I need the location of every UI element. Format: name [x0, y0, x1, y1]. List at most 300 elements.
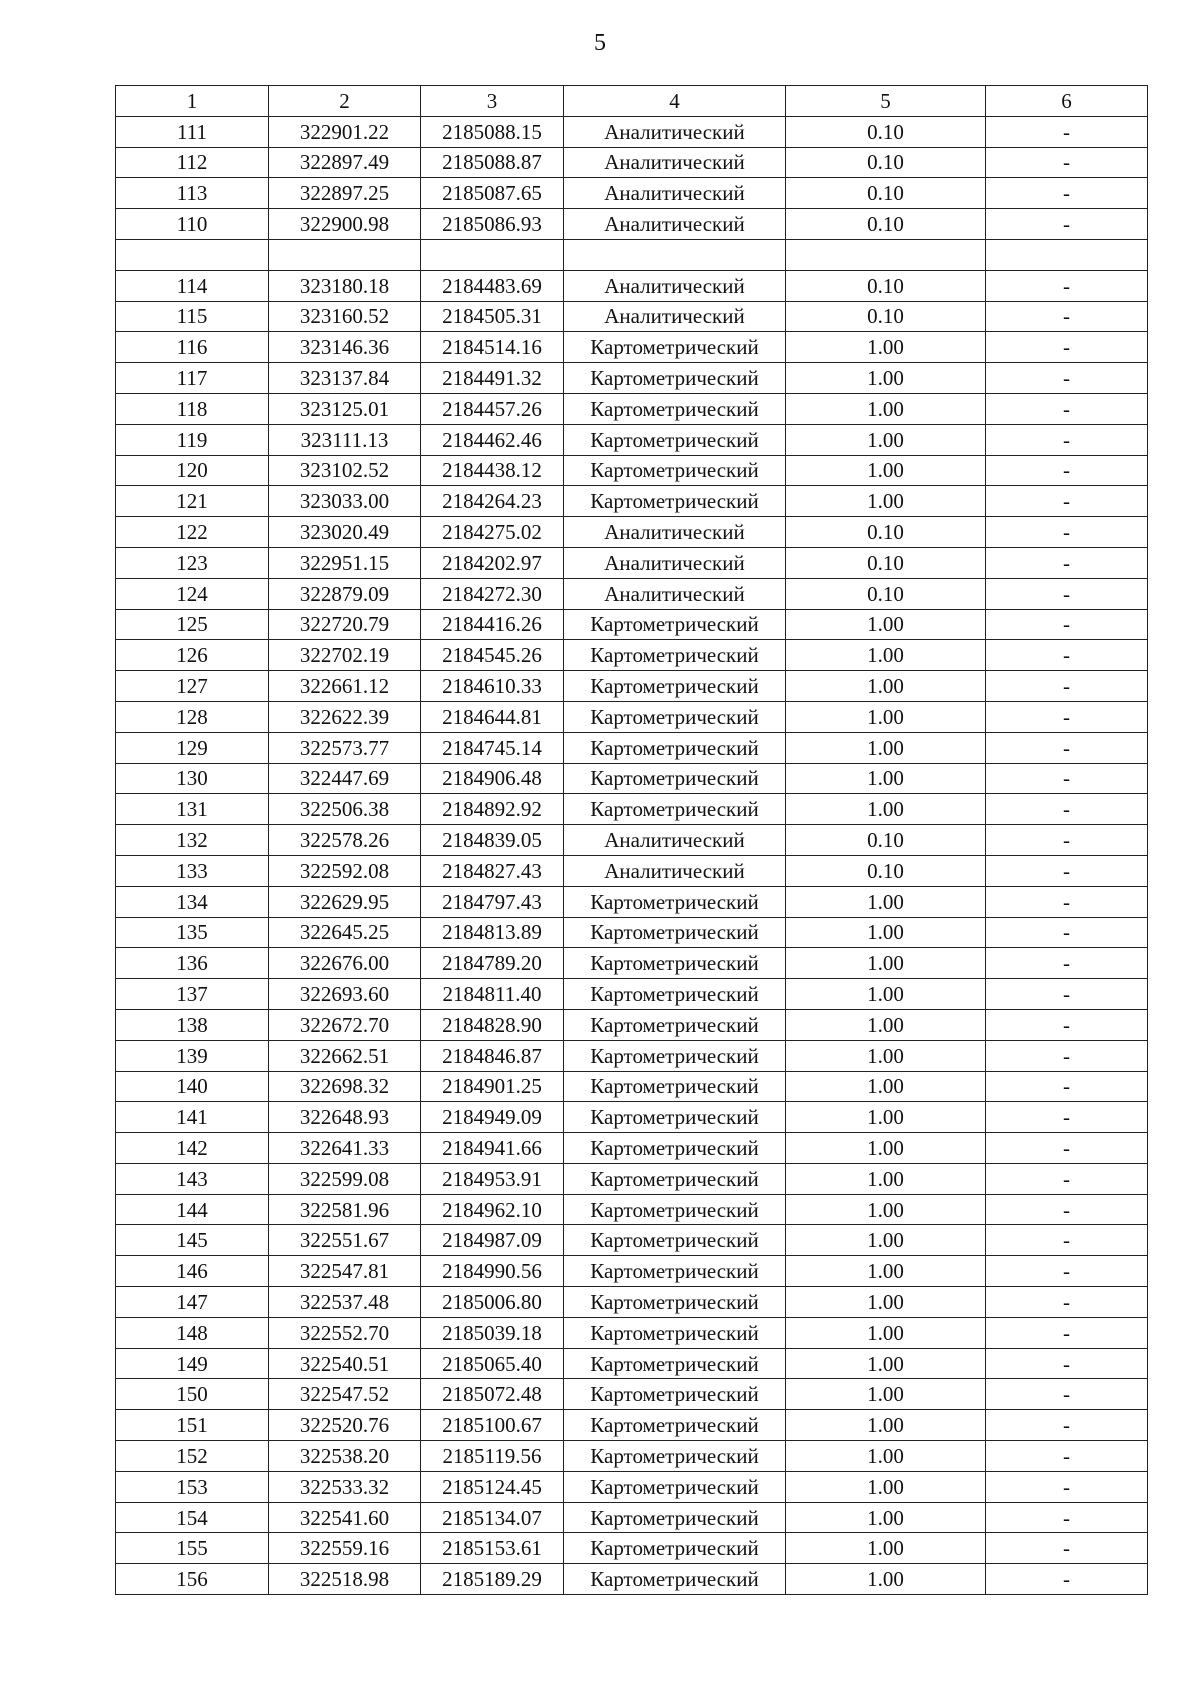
table-row [116, 1256, 1148, 1287]
x-coordinate-cell: 323020.49 [269, 517, 421, 548]
point-number-cell: 125 [116, 609, 269, 640]
accuracy-cell: 1.00 [786, 393, 986, 424]
note-cell: - [986, 1471, 1148, 1502]
note-cell: - [986, 948, 1148, 979]
method-cell: Картометрический [564, 424, 786, 455]
x-coordinate-cell: 322547.81 [269, 1256, 421, 1287]
x-coordinate-cell: 322533.32 [269, 1471, 421, 1502]
note-cell: - [986, 886, 1148, 917]
point-number-cell: 151 [116, 1410, 269, 1441]
accuracy-cell: 1.00 [786, 1102, 986, 1133]
x-coordinate-cell: 322897.49 [269, 147, 421, 178]
y-coordinate-cell: 2184545.26 [421, 640, 564, 671]
x-coordinate-cell: 322676.00 [269, 948, 421, 979]
note-cell: - [986, 825, 1148, 856]
y-coordinate-cell: 2184416.26 [421, 609, 564, 640]
method-cell: Картометрический [564, 1410, 786, 1441]
method-cell: Аналитический [564, 178, 786, 209]
table-row [116, 1379, 1148, 1410]
note-cell: - [986, 1133, 1148, 1164]
table-row [116, 1502, 1148, 1533]
note-cell: - [986, 1040, 1148, 1071]
method-cell: Картометрический [564, 1225, 786, 1256]
method-cell: Аналитический [564, 270, 786, 301]
x-coordinate-cell: 322629.95 [269, 886, 421, 917]
y-coordinate-cell: 2184828.90 [421, 1009, 564, 1040]
y-coordinate-cell [421, 239, 564, 270]
x-coordinate-cell: 322897.25 [269, 178, 421, 209]
y-coordinate-cell: 2184514.16 [421, 332, 564, 363]
x-coordinate-cell: 323102.52 [269, 455, 421, 486]
x-coordinate-cell: 322520.76 [269, 1410, 421, 1441]
method-cell: Картометрический [564, 1102, 786, 1133]
method-cell: Аналитический [564, 825, 786, 856]
point-number-cell: 154 [116, 1502, 269, 1533]
x-coordinate-cell: 322518.98 [269, 1564, 421, 1595]
table-row [116, 671, 1148, 702]
point-number-cell: 139 [116, 1040, 269, 1071]
accuracy-cell: 1.00 [786, 1040, 986, 1071]
point-number-cell: 123 [116, 547, 269, 578]
note-cell: - [986, 116, 1148, 147]
table-row [116, 424, 1148, 455]
accuracy-cell: 0.10 [786, 147, 986, 178]
x-coordinate-cell: 322900.98 [269, 209, 421, 240]
note-cell: - [986, 1379, 1148, 1410]
y-coordinate-cell: 2185006.80 [421, 1287, 564, 1318]
point-number-cell: 156 [116, 1564, 269, 1595]
y-coordinate-cell: 2185086.93 [421, 209, 564, 240]
y-coordinate-cell: 2184644.81 [421, 701, 564, 732]
point-number-cell: 153 [116, 1471, 269, 1502]
column-header-5: 5 [786, 86, 986, 117]
y-coordinate-cell: 2184438.12 [421, 455, 564, 486]
x-coordinate-cell: 322622.39 [269, 701, 421, 732]
point-number-cell: 152 [116, 1441, 269, 1472]
table-row [116, 763, 1148, 794]
x-coordinate-cell: 323160.52 [269, 301, 421, 332]
method-cell: Картометрический [564, 486, 786, 517]
accuracy-cell: 1.00 [786, 1410, 986, 1441]
y-coordinate-cell: 2185087.65 [421, 178, 564, 209]
note-cell: - [986, 1287, 1148, 1318]
accuracy-cell: 1.00 [786, 732, 986, 763]
accuracy-cell: 1.00 [786, 363, 986, 394]
method-cell: Аналитический [564, 517, 786, 548]
method-cell: Аналитический [564, 855, 786, 886]
y-coordinate-cell: 2184483.69 [421, 270, 564, 301]
method-cell: Картометрический [564, 1379, 786, 1410]
y-coordinate-cell: 2184990.56 [421, 1256, 564, 1287]
note-cell: - [986, 732, 1148, 763]
accuracy-cell: 1.00 [786, 332, 986, 363]
x-coordinate-cell: 322573.77 [269, 732, 421, 763]
note-cell: - [986, 424, 1148, 455]
point-number-cell: 124 [116, 578, 269, 609]
point-number-cell: 118 [116, 393, 269, 424]
y-coordinate-cell: 2184797.43 [421, 886, 564, 917]
table-row [116, 1102, 1148, 1133]
method-cell: Картометрический [564, 917, 786, 948]
table-row [116, 332, 1148, 363]
method-cell: Картометрический [564, 671, 786, 702]
note-cell: - [986, 979, 1148, 1010]
note-cell: - [986, 1071, 1148, 1102]
x-coordinate-cell: 322578.26 [269, 825, 421, 856]
note-cell: - [986, 1502, 1148, 1533]
point-number-cell: 130 [116, 763, 269, 794]
accuracy-cell: 1.00 [786, 948, 986, 979]
y-coordinate-cell: 2185134.07 [421, 1502, 564, 1533]
note-cell: - [986, 1009, 1148, 1040]
table-row [116, 578, 1148, 609]
method-cell [564, 239, 786, 270]
accuracy-cell: 0.10 [786, 209, 986, 240]
accuracy-cell: 1.00 [786, 1071, 986, 1102]
point-number-cell: 112 [116, 147, 269, 178]
table-row [116, 1317, 1148, 1348]
y-coordinate-cell: 2184962.10 [421, 1194, 564, 1225]
accuracy-cell: 1.00 [786, 1225, 986, 1256]
y-coordinate-cell: 2185100.67 [421, 1410, 564, 1441]
x-coordinate-cell: 323137.84 [269, 363, 421, 394]
y-coordinate-cell: 2184941.66 [421, 1133, 564, 1164]
table-row [116, 239, 1148, 270]
note-cell: - [986, 1317, 1148, 1348]
table-row [116, 1564, 1148, 1595]
point-number-cell: 149 [116, 1348, 269, 1379]
y-coordinate-cell: 2184462.46 [421, 424, 564, 455]
y-coordinate-cell: 2184264.23 [421, 486, 564, 517]
method-cell: Аналитический [564, 547, 786, 578]
x-coordinate-cell: 322537.48 [269, 1287, 421, 1318]
table-row [116, 116, 1148, 147]
x-coordinate-cell: 323033.00 [269, 486, 421, 517]
accuracy-cell: 1.00 [786, 1317, 986, 1348]
header-row [116, 86, 1148, 117]
table-row [116, 886, 1148, 917]
note-cell: - [986, 609, 1148, 640]
point-number-cell: 116 [116, 332, 269, 363]
method-cell: Картометрический [564, 455, 786, 486]
method-cell: Картометрический [564, 763, 786, 794]
note-cell: - [986, 1564, 1148, 1595]
accuracy-cell: 1.00 [786, 1441, 986, 1472]
note-cell: - [986, 1163, 1148, 1194]
x-coordinate-cell: 322693.60 [269, 979, 421, 1010]
note-cell: - [986, 578, 1148, 609]
table-row [116, 1194, 1148, 1225]
x-coordinate-cell: 323125.01 [269, 393, 421, 424]
x-coordinate-cell: 322951.15 [269, 547, 421, 578]
point-number-cell: 146 [116, 1256, 269, 1287]
x-coordinate-cell: 322599.08 [269, 1163, 421, 1194]
method-cell: Картометрический [564, 1441, 786, 1472]
point-number-cell: 135 [116, 917, 269, 948]
note-cell: - [986, 671, 1148, 702]
note-cell: - [986, 855, 1148, 886]
method-cell: Картометрический [564, 1287, 786, 1318]
method-cell: Картометрический [564, 1317, 786, 1348]
point-number-cell: 127 [116, 671, 269, 702]
y-coordinate-cell: 2185189.29 [421, 1564, 564, 1595]
note-cell: - [986, 1225, 1148, 1256]
method-cell: Картометрический [564, 363, 786, 394]
method-cell: Аналитический [564, 147, 786, 178]
accuracy-cell: 1.00 [786, 1133, 986, 1164]
y-coordinate-cell: 2184505.31 [421, 301, 564, 332]
x-coordinate-cell: 322447.69 [269, 763, 421, 794]
x-coordinate-cell: 322672.70 [269, 1009, 421, 1040]
x-coordinate-cell: 322698.32 [269, 1071, 421, 1102]
x-coordinate-cell: 322901.22 [269, 116, 421, 147]
method-cell: Картометрический [564, 1471, 786, 1502]
y-coordinate-cell: 2184811.40 [421, 979, 564, 1010]
accuracy-cell: 1.00 [786, 886, 986, 917]
method-cell: Картометрический [564, 1040, 786, 1071]
y-coordinate-cell: 2184275.02 [421, 517, 564, 548]
x-coordinate-cell: 322720.79 [269, 609, 421, 640]
accuracy-cell: 1.00 [786, 1009, 986, 1040]
point-number-cell: 150 [116, 1379, 269, 1410]
table-row [116, 701, 1148, 732]
point-number-cell: 155 [116, 1533, 269, 1564]
table-row [116, 1009, 1148, 1040]
accuracy-cell: 1.00 [786, 671, 986, 702]
note-cell: - [986, 486, 1148, 517]
method-cell: Картометрический [564, 1133, 786, 1164]
method-cell: Картометрический [564, 1502, 786, 1533]
point-number-cell: 143 [116, 1163, 269, 1194]
y-coordinate-cell: 2184846.87 [421, 1040, 564, 1071]
x-coordinate-cell: 322506.38 [269, 794, 421, 825]
table-row [116, 209, 1148, 240]
table-row [116, 640, 1148, 671]
accuracy-cell: 0.10 [786, 825, 986, 856]
x-coordinate-cell: 322702.19 [269, 640, 421, 671]
point-number-cell: 144 [116, 1194, 269, 1225]
accuracy-cell: 1.00 [786, 1502, 986, 1533]
method-cell: Аналитический [564, 301, 786, 332]
y-coordinate-cell: 2185153.61 [421, 1533, 564, 1564]
y-coordinate-cell: 2184789.20 [421, 948, 564, 979]
accuracy-cell: 1.00 [786, 424, 986, 455]
table-row [116, 1040, 1148, 1071]
note-cell: - [986, 1441, 1148, 1472]
method-cell: Картометрический [564, 393, 786, 424]
table-row [116, 1410, 1148, 1441]
method-cell: Картометрический [564, 332, 786, 363]
y-coordinate-cell: 2184491.32 [421, 363, 564, 394]
y-coordinate-cell: 2184839.05 [421, 825, 564, 856]
method-cell: Картометрический [564, 794, 786, 825]
x-coordinate-cell: 323180.18 [269, 270, 421, 301]
note-cell: - [986, 147, 1148, 178]
note-cell: - [986, 640, 1148, 671]
accuracy-cell: 0.10 [786, 270, 986, 301]
y-coordinate-cell: 2184827.43 [421, 855, 564, 886]
note-cell: - [986, 270, 1148, 301]
x-coordinate-cell: 322645.25 [269, 917, 421, 948]
table-row [116, 1071, 1148, 1102]
table-row [116, 1163, 1148, 1194]
method-cell: Аналитический [564, 116, 786, 147]
point-number-cell: 131 [116, 794, 269, 825]
accuracy-cell: 0.10 [786, 517, 986, 548]
x-coordinate-cell: 323111.13 [269, 424, 421, 455]
accuracy-cell: 1.00 [786, 486, 986, 517]
method-cell: Картометрический [564, 1256, 786, 1287]
accuracy-cell: 1.00 [786, 1533, 986, 1564]
note-cell: - [986, 547, 1148, 578]
accuracy-cell: 0.10 [786, 178, 986, 209]
table-row [116, 301, 1148, 332]
point-number-cell: 140 [116, 1071, 269, 1102]
accuracy-cell: 1.00 [786, 1194, 986, 1225]
note-cell: - [986, 455, 1148, 486]
point-number-cell: 126 [116, 640, 269, 671]
table-row [116, 1225, 1148, 1256]
method-cell: Аналитический [564, 209, 786, 240]
table-row [116, 1348, 1148, 1379]
point-number-cell: 137 [116, 979, 269, 1010]
note-cell: - [986, 917, 1148, 948]
x-coordinate-cell: 322662.51 [269, 1040, 421, 1071]
point-number-cell: 145 [116, 1225, 269, 1256]
point-number-cell [116, 239, 269, 270]
y-coordinate-cell: 2184457.26 [421, 393, 564, 424]
accuracy-cell: 1.00 [786, 701, 986, 732]
table-row [116, 1287, 1148, 1318]
point-number-cell: 121 [116, 486, 269, 517]
method-cell: Картометрический [564, 1071, 786, 1102]
y-coordinate-cell: 2184906.48 [421, 763, 564, 794]
y-coordinate-cell: 2184987.09 [421, 1225, 564, 1256]
accuracy-cell: 0.10 [786, 547, 986, 578]
y-coordinate-cell: 2185119.56 [421, 1441, 564, 1472]
note-cell: - [986, 209, 1148, 240]
method-cell: Картометрический [564, 609, 786, 640]
table-row [116, 486, 1148, 517]
table-row [116, 979, 1148, 1010]
note-cell: - [986, 332, 1148, 363]
accuracy-cell: 1.00 [786, 763, 986, 794]
accuracy-cell: 1.00 [786, 640, 986, 671]
method-cell: Картометрический [564, 948, 786, 979]
method-cell: Картометрический [564, 1348, 786, 1379]
column-header-6: 6 [986, 86, 1148, 117]
accuracy-cell: 1.00 [786, 1348, 986, 1379]
note-cell: - [986, 301, 1148, 332]
point-number-cell: 114 [116, 270, 269, 301]
note-cell: - [986, 701, 1148, 732]
y-coordinate-cell: 2184953.91 [421, 1163, 564, 1194]
point-number-cell: 115 [116, 301, 269, 332]
accuracy-cell: 0.10 [786, 578, 986, 609]
x-coordinate-cell: 322538.20 [269, 1441, 421, 1472]
method-cell: Картометрический [564, 1564, 786, 1595]
point-number-cell: 134 [116, 886, 269, 917]
column-header-3: 3 [421, 86, 564, 117]
x-coordinate-cell: 322540.51 [269, 1348, 421, 1379]
table-row [116, 455, 1148, 486]
column-header-4: 4 [564, 86, 786, 117]
page-number: 5 [594, 30, 606, 56]
accuracy-cell: 1.00 [786, 794, 986, 825]
y-coordinate-cell: 2185065.40 [421, 1348, 564, 1379]
method-cell: Аналитический [564, 578, 786, 609]
x-coordinate-cell: 322592.08 [269, 855, 421, 886]
y-coordinate-cell: 2184813.89 [421, 917, 564, 948]
column-header-1: 1 [116, 86, 269, 117]
table-row [116, 547, 1148, 578]
point-number-cell: 128 [116, 701, 269, 732]
note-cell: - [986, 1348, 1148, 1379]
point-number-cell: 132 [116, 825, 269, 856]
x-coordinate-cell: 322661.12 [269, 671, 421, 702]
note-cell: - [986, 763, 1148, 794]
table-row [116, 363, 1148, 394]
point-number-cell: 147 [116, 1287, 269, 1318]
y-coordinate-cell: 2185124.45 [421, 1471, 564, 1502]
x-coordinate-cell: 323146.36 [269, 332, 421, 363]
y-coordinate-cell: 2184202.97 [421, 547, 564, 578]
x-coordinate-cell: 322648.93 [269, 1102, 421, 1133]
x-coordinate-cell: 322559.16 [269, 1533, 421, 1564]
accuracy-cell: 1.00 [786, 609, 986, 640]
x-coordinate-cell: 322541.60 [269, 1502, 421, 1533]
accuracy-cell: 1.00 [786, 1163, 986, 1194]
accuracy-cell: 1.00 [786, 1287, 986, 1318]
y-coordinate-cell: 2184610.33 [421, 671, 564, 702]
y-coordinate-cell: 2184745.14 [421, 732, 564, 763]
y-coordinate-cell: 2184272.30 [421, 578, 564, 609]
table-header [116, 86, 1148, 117]
table-row [116, 609, 1148, 640]
accuracy-cell: 1.00 [786, 455, 986, 486]
table-row [116, 917, 1148, 948]
x-coordinate-cell: 322641.33 [269, 1133, 421, 1164]
point-number-cell: 120 [116, 455, 269, 486]
method-cell: Картометрический [564, 1009, 786, 1040]
point-number-cell: 122 [116, 517, 269, 548]
method-cell: Картометрический [564, 1163, 786, 1194]
table-row [116, 732, 1148, 763]
table-row [116, 393, 1148, 424]
accuracy-cell: 0.10 [786, 855, 986, 886]
accuracy-cell: 0.10 [786, 301, 986, 332]
method-cell: Картометрический [564, 701, 786, 732]
method-cell: Картометрический [564, 1194, 786, 1225]
note-cell: - [986, 1194, 1148, 1225]
point-number-cell: 117 [116, 363, 269, 394]
table-row [116, 1533, 1148, 1564]
method-cell: Картометрический [564, 732, 786, 763]
point-number-cell: 136 [116, 948, 269, 979]
table-row [116, 948, 1148, 979]
point-number-cell: 141 [116, 1102, 269, 1133]
table-row [116, 147, 1148, 178]
table-body [116, 116, 1148, 1594]
accuracy-cell: 0.10 [786, 116, 986, 147]
point-number-cell: 133 [116, 855, 269, 886]
accuracy-cell: 1.00 [786, 1256, 986, 1287]
accuracy-cell: 1.00 [786, 1379, 986, 1410]
x-coordinate-cell: 322879.09 [269, 578, 421, 609]
y-coordinate-cell: 2185072.48 [421, 1379, 564, 1410]
point-number-cell: 142 [116, 1133, 269, 1164]
point-number-cell: 110 [116, 209, 269, 240]
